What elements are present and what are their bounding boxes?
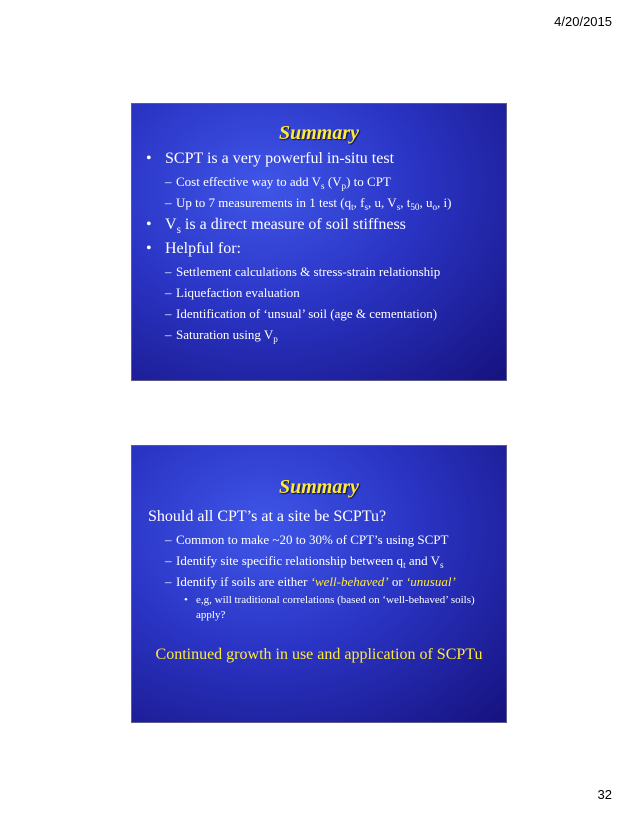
sub-bullet-settlement: – Settlement calculations & stress-strain relationship <box>165 264 441 279</box>
question-text: Should all CPT’s at a site be SCPTu? <box>148 508 387 525</box>
sub-bullet-identification: – Identification of ‘unsual’ soil (age & cementation) <box>165 306 438 321</box>
slide-summary-2 <box>131 445 507 723</box>
slide-title: Summary <box>278 122 360 144</box>
print-date: 4/20/2015 <box>554 14 612 29</box>
sub-bullet-cost: – Cost effective way to add $V_s$ $(V_p)$ to CPT <box>165 174 391 192</box>
slide-summary-1 <box>131 103 507 381</box>
sub-bullet-liquefaction: – Liquefaction evaluation <box>165 285 300 300</box>
closing-statement: Continued growth in use and application of SCPTu <box>155 646 483 663</box>
sub-bullet-measurements: – Up to 7 measurements in 1 test ($q_t$, $f_s$, u, $V_s$, $t_{50}$, $u_o$, i) <box>165 195 452 213</box>
bullet-vs: • $V_s$ is a direct measure of soil stiffness <box>146 216 406 236</box>
sub-bullet-identify-soils: – Identify if soils are either ‘well-behaved’ or ‘unusual’ <box>165 574 456 589</box>
sub-sub-bullet-correlations: • e,g, will traditional correlations (based on ‘well-behaved’ soils) apply? <box>184 594 475 621</box>
slide-title: Summary <box>278 476 360 498</box>
sub-bullet-relationship: – Identify site specific relationship between $q_t$ and $V_s$ <box>165 553 444 571</box>
sub-bullet-common: – Common to make ~20 to 30% of CPT’s using SCPT <box>165 532 449 547</box>
bullet-helpful: • Helpful for: <box>146 240 241 257</box>
page-number: 32 <box>597 787 612 802</box>
bullet-scpt: • SCPT is a very powerful in-situ test <box>146 150 395 167</box>
sub-bullet-saturation: – Saturation using $V_p$ <box>165 327 278 345</box>
